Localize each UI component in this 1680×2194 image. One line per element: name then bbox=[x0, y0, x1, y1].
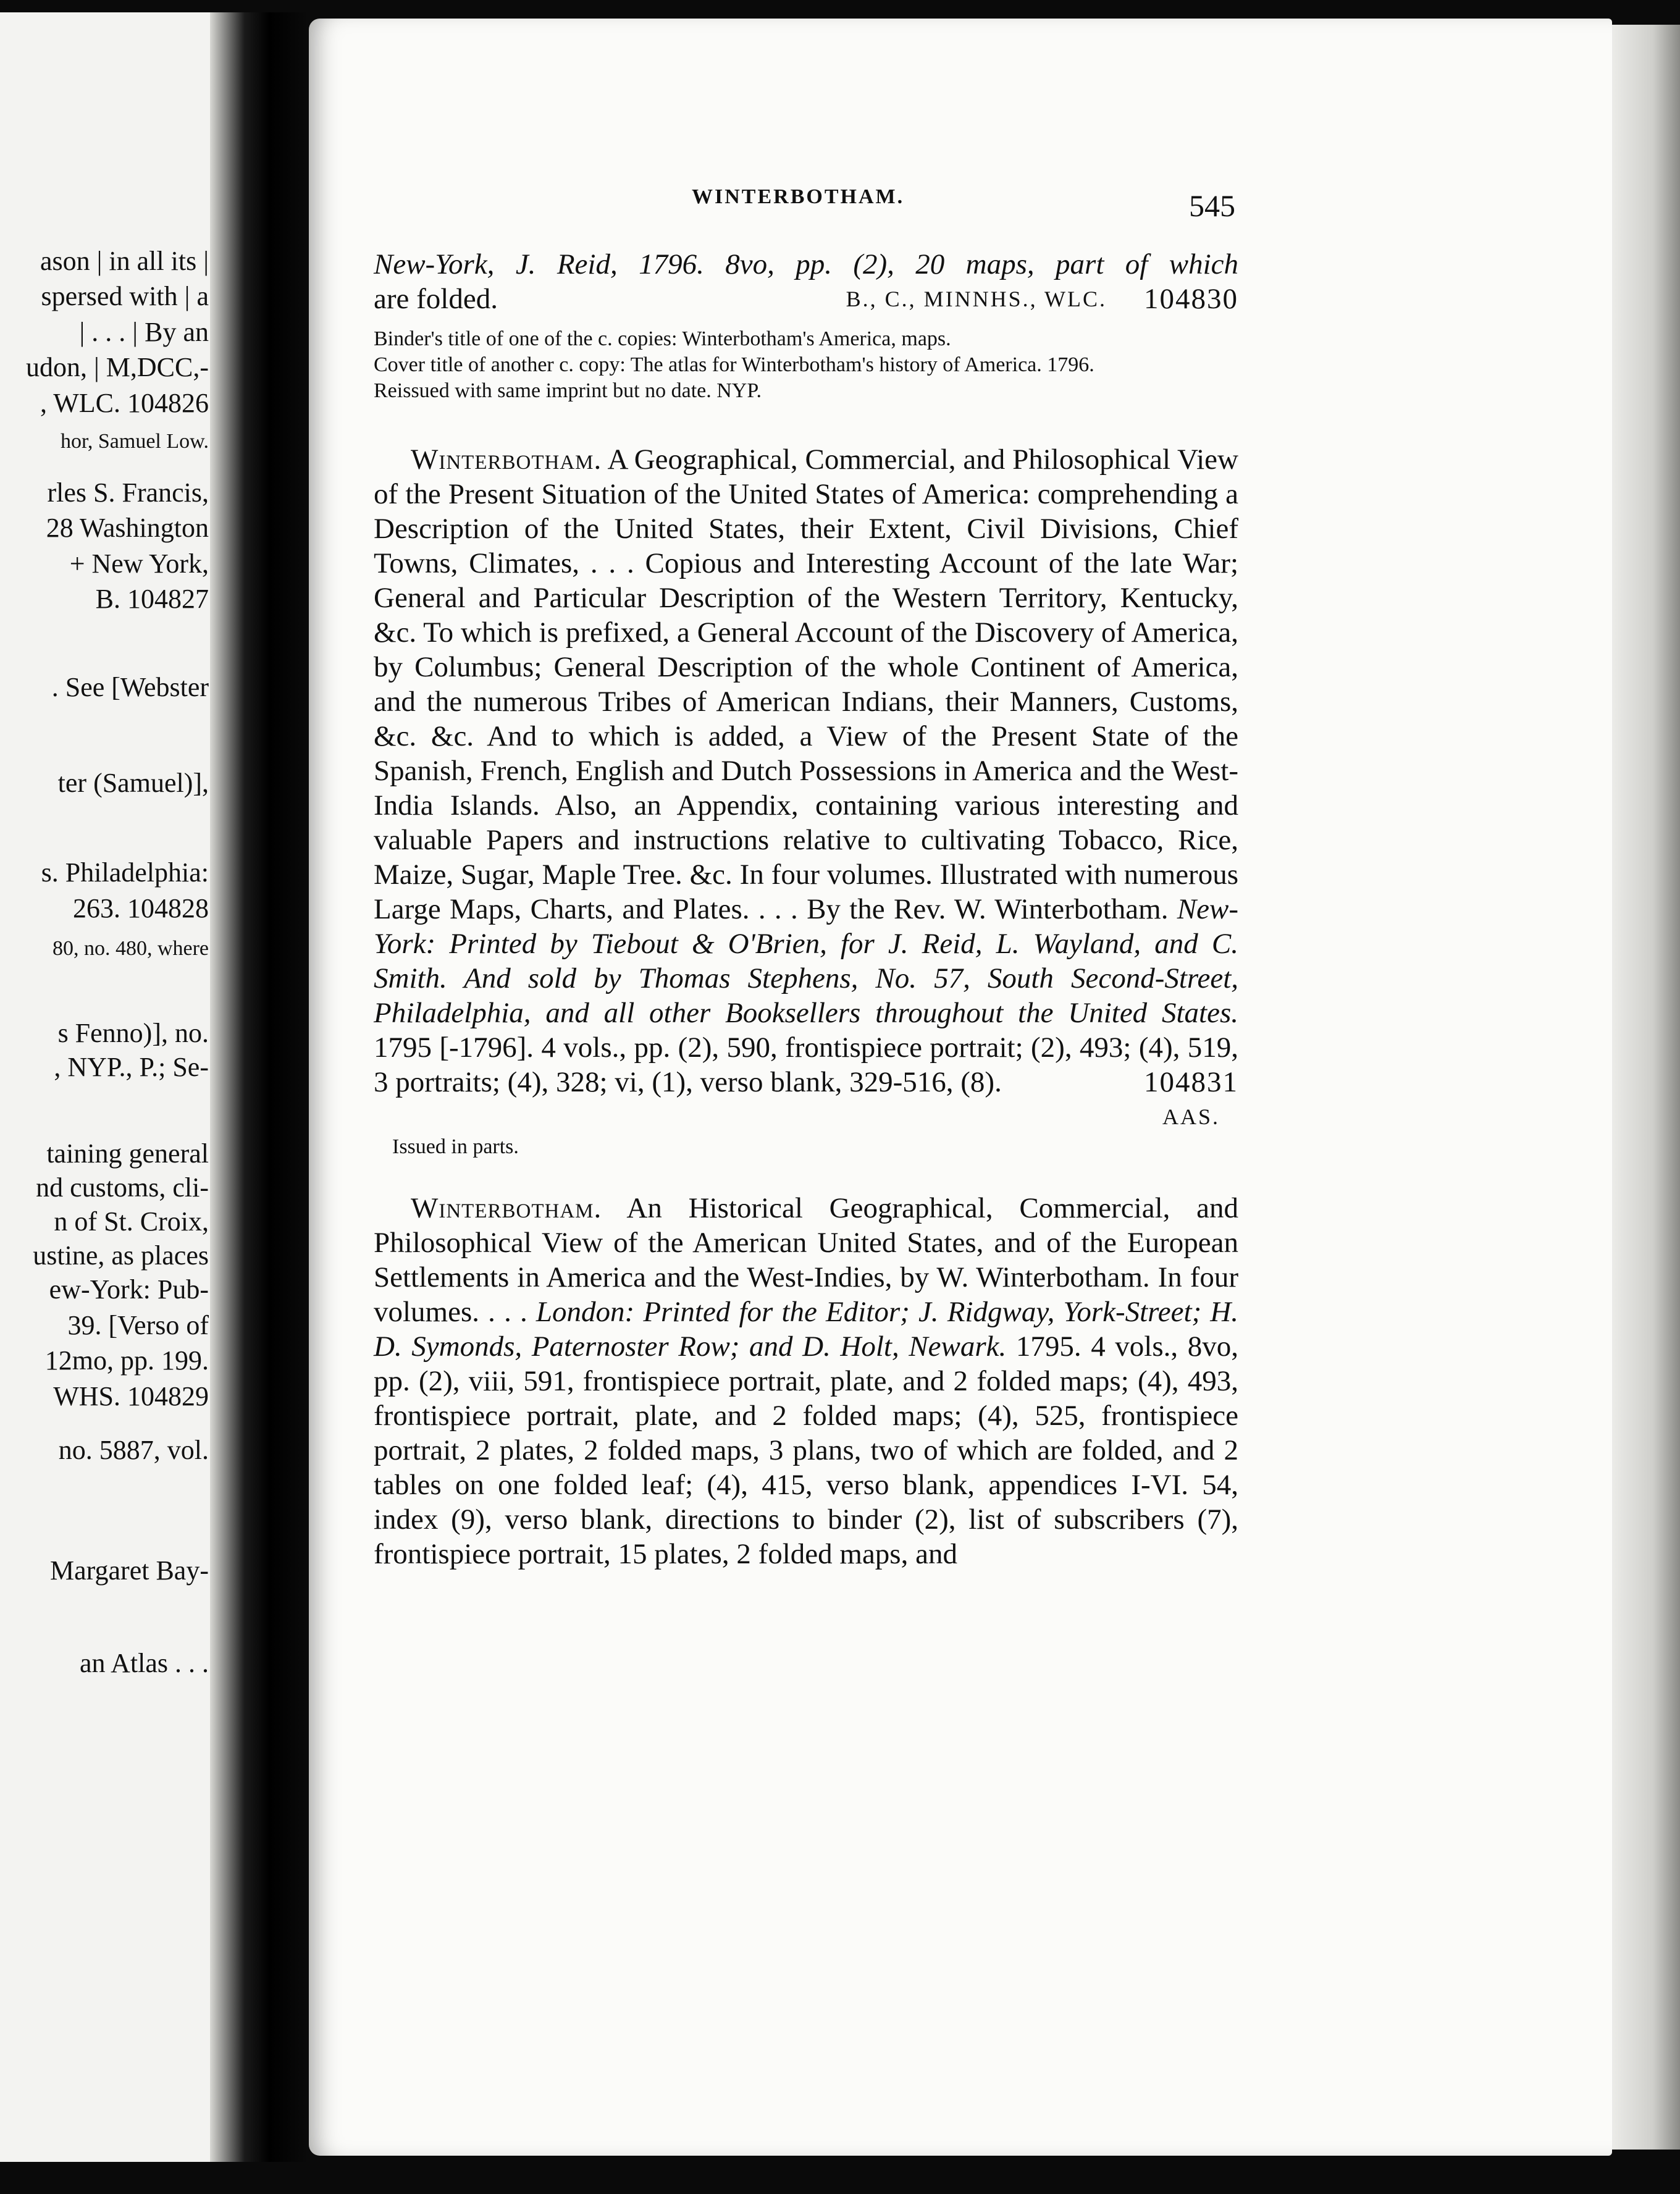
left-page-text-fragment: Margaret Bay- bbox=[50, 1555, 209, 1586]
left-page-text-fragment: rles S. Francis, bbox=[47, 477, 209, 508]
left-page-text-fragment: s Fenno)], no. bbox=[57, 1018, 209, 1048]
left-page-text-fragment: 263. 104828 bbox=[73, 893, 209, 923]
collation-text: 1795 [-1796]. 4 vols., pp. (2), 590, frontispiece portrait; (2), 493; (4), 519, 3 portraits; (4), 328; vi, (1), verso blank, 329-516, (8). bbox=[374, 1032, 1238, 1098]
note: Binder's title of one of the c. copies: Winterbotham's America, maps. bbox=[374, 327, 951, 350]
entry-text: are folded. bbox=[374, 283, 498, 315]
entry-number: 104831 bbox=[1144, 1066, 1238, 1098]
left-page-text-fragment: ason | in all its | bbox=[40, 246, 209, 276]
previous-page-fragment bbox=[0, 12, 222, 2162]
page-edge bbox=[1612, 25, 1680, 2150]
left-page-text-fragment: 80, no. 480, where bbox=[52, 937, 209, 960]
location-sigla: B., C., MINNHS., WLC. bbox=[846, 287, 1107, 311]
left-page-text-fragment: 39. [Verso of bbox=[67, 1310, 209, 1340]
running-head: WINTERBOTHAM. bbox=[692, 185, 905, 208]
entry-text-line bbox=[374, 282, 1238, 316]
left-page-text-fragment: no. 5887, vol. bbox=[58, 1435, 209, 1465]
title-text: A Geographical, Commercial, and Philosophical View of the Present Situation of the United States of America: comprehending a Description of the United States, their Extent, Civil Divisions, Chief Towns, Climates, . . . Copious and Interesting Account of the late War; General and Particular Description of the Western Territory, Kentucky, &c. To which is prefixed, a General Account of the Discovery of America, by Columbus; General Description of the whole Continent of America, and the numerous Tribes of American Indians, their Manners, Customs, &c. &c. And to which is added, a View of the Present State of the Spanish, French, English and Dutch Possessions in America and the West-India Islands. Also, an Appendix, containing various interesting and valuable Papers and instructions relative to cultivating Tobacco, Rice, Maize, Sugar, Maple Tree. &c. In four volumes. Illustrated with numerous Large Maps, Charts, and Plates. . . . By the Rev. W. Winterbotham. bbox=[374, 443, 1238, 925]
imprint-text: New-York: Printed by Tiebout & O'Brien, for J. Reid, L. Wayland, and C. Smith. And sold by Thomas Stephens, No. 57, South Second-Street, Philadelphia, and all other Booksellers throughout the United States. bbox=[374, 893, 1239, 1029]
left-page-text-fragment: ter (Samuel)], bbox=[57, 768, 209, 798]
left-page-text-fragment: 28 Washington bbox=[46, 513, 209, 543]
left-page-text-fragment: s. Philadelphia: bbox=[41, 857, 209, 888]
entry-number: 104830 bbox=[1144, 283, 1238, 315]
left-page-text-fragment: | . . . | By an bbox=[79, 317, 209, 347]
entry-text bbox=[374, 1191, 1238, 1571]
page-content bbox=[374, 247, 1238, 1571]
left-page-text-fragment: , WLC. 104826 bbox=[40, 388, 209, 418]
left-page-text-fragment: hor, Samuel Low. bbox=[60, 430, 209, 453]
left-page-text-fragment: taining general bbox=[46, 1138, 209, 1169]
note: Cover title of another c. copy: The atlas for Winterbotham's history of America. 1796. bbox=[374, 353, 1094, 376]
imprint-text: New-York, J. Reid, 1796. 8vo, pp. (2), 20 maps, part of which bbox=[374, 248, 1238, 280]
entry-104830 bbox=[374, 247, 1238, 404]
left-page-text-fragment: . See [Webster bbox=[51, 672, 209, 702]
left-page-text-fragment: n of St. Croix, bbox=[54, 1206, 209, 1237]
left-page-text-fragment: spersed with | a bbox=[41, 281, 209, 311]
left-page-text-fragment: WHS. 104829 bbox=[53, 1381, 209, 1411]
left-page-text-fragment: , NYP., P.; Se- bbox=[54, 1052, 209, 1082]
left-page-text-fragment: + New York, bbox=[69, 548, 209, 579]
collation-text: 1795. 4 vols., 8vo, pp. (2), viii, 591, frontispiece portrait, plate, and 2 folded maps; (4), 493, frontispiece portrait, plate, and 2 folded maps; (4), 525, frontispiece portrait, 2 plates, 2 folded maps, 3 plans, two of which are folded, and 2 tables on one folded leaf; (4), 415, verso blank, appendices I-VI. 54, index (9), verso blank, directions to binder (2), list of subscribers (7), frontispiece portrait, 15 plates, 2 folded maps, and bbox=[374, 1330, 1239, 1570]
entry-heading: Winterbotham. bbox=[411, 443, 602, 476]
page-number: 545 bbox=[1189, 188, 1235, 223]
entry-heading: Winterbotham. bbox=[411, 1192, 602, 1224]
entry-text bbox=[374, 442, 1239, 1129]
left-page-text-fragment: B. 104827 bbox=[95, 584, 209, 614]
location-sigla: AAS. bbox=[1162, 1104, 1220, 1129]
note: Reissued with same imprint but no date. NYP. bbox=[374, 379, 762, 402]
left-page-text-fragment: ew-York: Pub- bbox=[49, 1274, 209, 1305]
note: Issued in parts. bbox=[392, 1135, 519, 1158]
title-text: An Historical Geographical, Commercial, and Philosophical View of the American United States, and of the European Settlements in America and the West-Indies, by W. Winterbotham. In four volumes. . . . bbox=[374, 1192, 1238, 1328]
left-page-text-fragment: 12mo, pp. 199. bbox=[44, 1345, 209, 1376]
book-gutter bbox=[210, 12, 309, 2162]
entry-104832 bbox=[374, 1191, 1238, 1571]
entry-104831 bbox=[374, 442, 1238, 1160]
entry-text-line bbox=[374, 247, 1238, 282]
left-page-text-fragment: udon, | M,DCC,- bbox=[25, 352, 209, 382]
imprint-text: London: Printed for the Editor; J. Ridgway, York-Street; H. D. Symonds, Paternoster Row; and D. Holt, Newark. bbox=[374, 1296, 1239, 1363]
left-page-text-fragment: ustine, as places bbox=[33, 1240, 209, 1271]
left-page-text-fragment: nd customs, cli- bbox=[36, 1172, 209, 1203]
left-page-text-fragment: an Atlas . . . bbox=[80, 1648, 209, 1678]
